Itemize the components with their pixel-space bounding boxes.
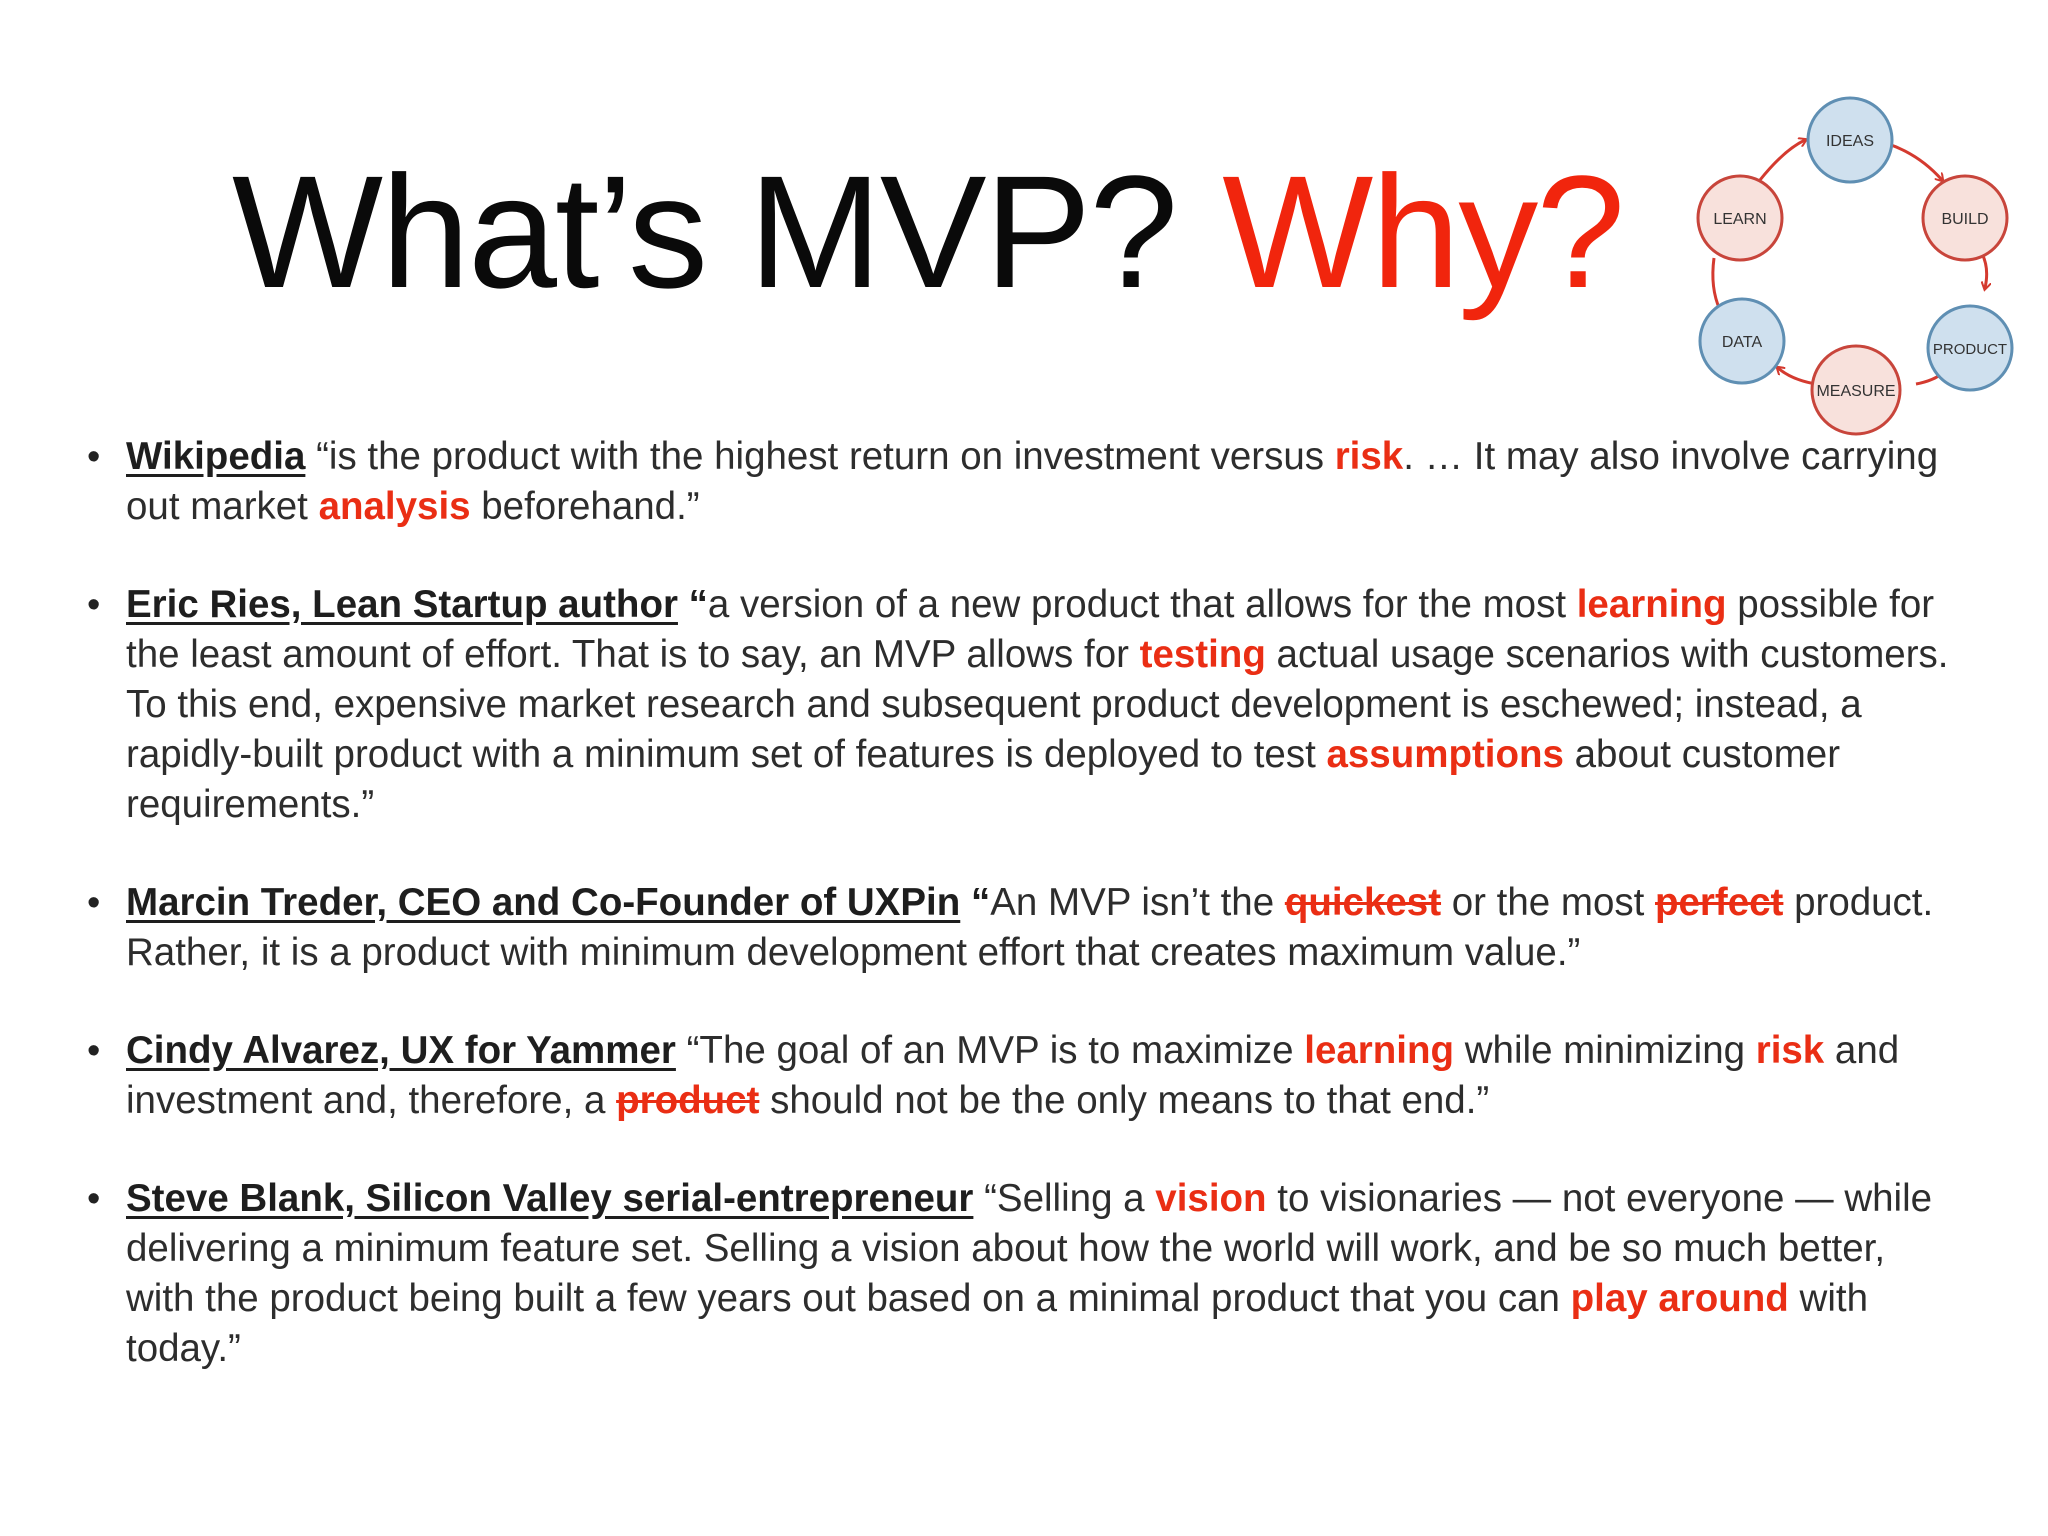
quote-text: “is the product with the highest return on investment versus [305,435,1335,478]
source-name: Marcin Treder, CEO and Co-Founder of UXPin [126,881,961,924]
title-question-what: What’s MVP? [232,142,1177,321]
node-measure-label: MEASURE [1816,383,1896,400]
quote-text: “The goal of an MVP is to maximize [675,1029,1305,1072]
bullet-dot-icon: • [87,436,101,478]
node-ideas-label: IDEAS [1825,133,1875,150]
bullet-dot-icon: • [87,1178,101,1220]
arrow-data-to-learn [1713,258,1720,310]
node-learn-label: LEARN [1713,211,1767,228]
highlight-keyword: vision [1155,1177,1267,1220]
highlight-keyword: testing [1139,633,1266,676]
node-build-label: BUILD [1941,211,1989,228]
highlight-keyword: play around [1570,1277,1789,1320]
title-question-why: Why? [1222,142,1624,321]
node-product-label: PRODUCT [1932,341,2008,358]
build-measure-learn-cycle-diagram [1680,88,2032,450]
highlight-keyword: risk [1334,435,1404,478]
quote-text: about customer requirements.” [126,733,1841,826]
bullet-dot-icon: • [87,1030,101,1072]
highlight-keyword: learning [1576,583,1727,626]
quote-open-mark: “ [677,583,708,626]
arrow-learn-to-ideas [1760,140,1805,180]
node-data [1700,299,1784,383]
quote-text: “Selling a [973,1177,1156,1220]
definitions-list [80,432,1960,1422]
quote-text: while minimizing [1454,1029,1756,1072]
quote-text: and investment and, therefore, a [126,1029,1900,1122]
struck-keyword: product [616,1079,760,1122]
quote-text: beforehand.” [470,485,700,528]
node-product [1928,306,2012,390]
quote-text: should not be the only means to that end.” [759,1079,1490,1122]
quote-text: product. Rather, it is a product with minimum development effort that creates maximum value.” [126,881,1934,974]
quote-text: actual usage scenarios with customers. To this end, expensive market research and subsequent product development is eschewed; instead, a rapidly-built product with a minimum set of features is deployed to test [126,633,1949,776]
node-learn [1698,176,1782,260]
slide-title [232,142,1624,321]
quote-text: or the most [1441,881,1655,924]
definition-marcin-treder [80,878,1960,978]
highlight-keyword: learning [1304,1029,1455,1072]
highlight-keyword: analysis [318,485,471,528]
quote-text: . … It may also involve carrying out market [126,435,1939,528]
source-name: Cindy Alvarez, UX for Yammer [126,1029,676,1072]
highlight-keyword: assumptions [1326,733,1564,776]
source-name: Steve Blank, Silicon Valley serial-entrepreneur [126,1177,974,1220]
quote-text: a version of a new product that allows for the most [707,583,1577,626]
struck-keyword: quickest [1284,881,1442,924]
quote-text: to visionaries — not everyone — while delivering a minimum feature set. Selling a vision about how the world will work, and be so much better, with the product being built a few years out based on a minimal product that you can [126,1177,1933,1320]
definition-eric-ries [80,580,1960,830]
highlight-keyword: risk [1755,1029,1825,1072]
struck-keyword: perfect [1655,881,1784,924]
quote-text: An MVP isn’t the [990,881,1285,924]
bullet-dot-icon: • [87,882,101,924]
quote-open-mark: “ [960,881,991,924]
source-name: Wikipedia [126,435,306,478]
node-ideas [1808,98,1892,182]
source-name: Eric Ries, Lean Startup author [126,583,678,626]
definition-steve-blank [80,1174,1960,1374]
arrow-measure-to-data [1778,368,1816,384]
bullet-dot-icon: • [87,584,101,626]
definition-wikipedia [80,432,1960,532]
node-build [1923,176,2007,260]
quote-text: possible for the least amount of effort. That is to say, an MVP allows for [126,583,1935,676]
quote-text: with today.” [126,1277,1868,1370]
definition-cindy-alvarez [80,1026,1960,1126]
node-data-label: DATA [1721,334,1763,351]
node-measure [1812,346,1900,434]
